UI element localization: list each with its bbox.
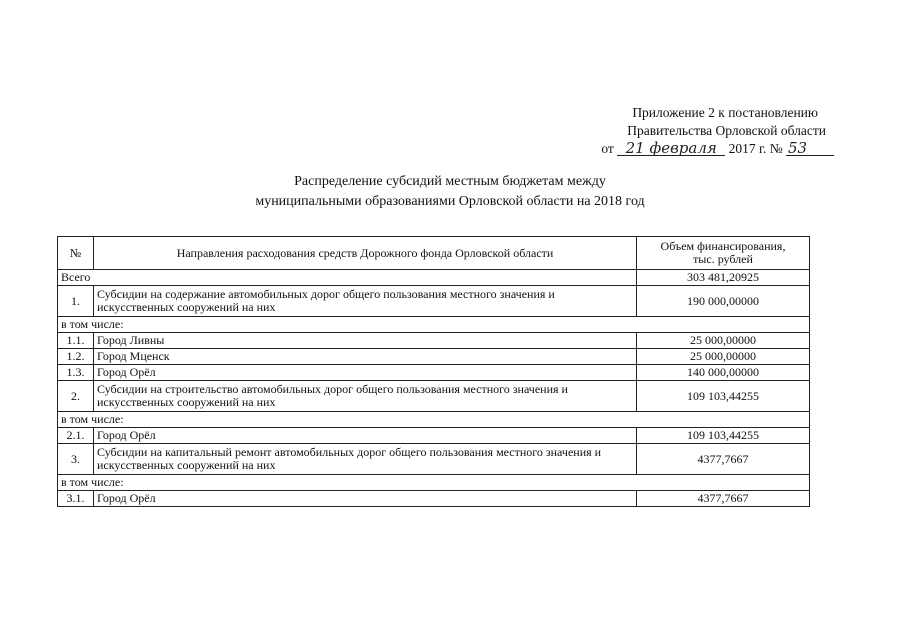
appendix-header [560,104,860,158]
row-value: 25 000,00000 [637,333,810,349]
header-name: Направления расходования средств Дорожного фонда Орловской области [94,237,637,270]
subsidy-table [57,236,810,507]
table-row [58,286,810,317]
row-value: 25 000,00000 [637,349,810,365]
title-line-1: Распределение субсидий местным бюджетам между [294,174,606,189]
row-value: 109 103,44255 [637,381,810,412]
row-num: 1.2. [58,349,94,365]
table-row [58,349,810,365]
row-value: 4377,7667 [637,444,810,475]
header-value-line-2: тыс. рублей [693,252,753,266]
table-row [58,365,810,381]
including-label: в том числе: [58,317,810,333]
row-name: Город Орёл [94,491,637,507]
table-row [58,381,810,412]
row-num: 1.3. [58,365,94,381]
appendix-line-2: Правительства Орловской области [627,123,826,138]
table-header-row [58,237,810,270]
row-num: 1. [58,286,94,317]
total-value: 303 481,20925 [637,270,810,286]
row-name: Субсидии на строительство автомобильных дорог общего пользования местного значения и искусственных сооружений на них [94,381,637,412]
row-num: 1.1. [58,333,94,349]
appendix-date-line [560,140,860,158]
table-row [58,491,810,507]
including-label: в том числе: [58,412,810,428]
row-value: 109 103,44255 [637,428,810,444]
row-name: Город Орёл [94,428,637,444]
including-row [58,412,810,428]
handwritten-number: 53 [786,141,834,156]
header-num: № [58,237,94,270]
total-row [58,270,810,286]
row-name: Город Мценск [94,349,637,365]
header-value-line-1: Объем финансирования, [660,239,786,253]
year-number-label: 2017 г. № [728,141,783,156]
header-value [637,237,810,270]
handwritten-date: 21 февраля [617,141,725,156]
row-num: 2. [58,381,94,412]
row-name: Город Орёл [94,365,637,381]
row-name: Субсидии на содержание автомобильных дорог общего пользования местного значения и искусственных сооружений на них [94,286,637,317]
including-label: в том числе: [58,475,810,491]
title-line-2: муниципальными образованиями Орловской области на 2018 год [255,194,645,209]
from-label: от [601,141,614,156]
row-name: Субсидии на капитальный ремонт автомобильных дорог общего пользования местного значения и искусственных сооружений на них [94,444,637,475]
row-value: 4377,7667 [637,491,810,507]
row-name: Город Ливны [94,333,637,349]
row-num: 2.1. [58,428,94,444]
appendix-line-1: Приложение 2 к постановлению [632,105,818,120]
total-label: Всего [58,270,637,286]
table-row [58,444,810,475]
including-row [58,475,810,491]
table-row [58,428,810,444]
table-row [58,333,810,349]
row-num: 3. [58,444,94,475]
document-title [150,172,750,212]
row-value: 190 000,00000 [637,286,810,317]
including-row [58,317,810,333]
row-num: 3.1. [58,491,94,507]
row-value: 140 000,00000 [637,365,810,381]
